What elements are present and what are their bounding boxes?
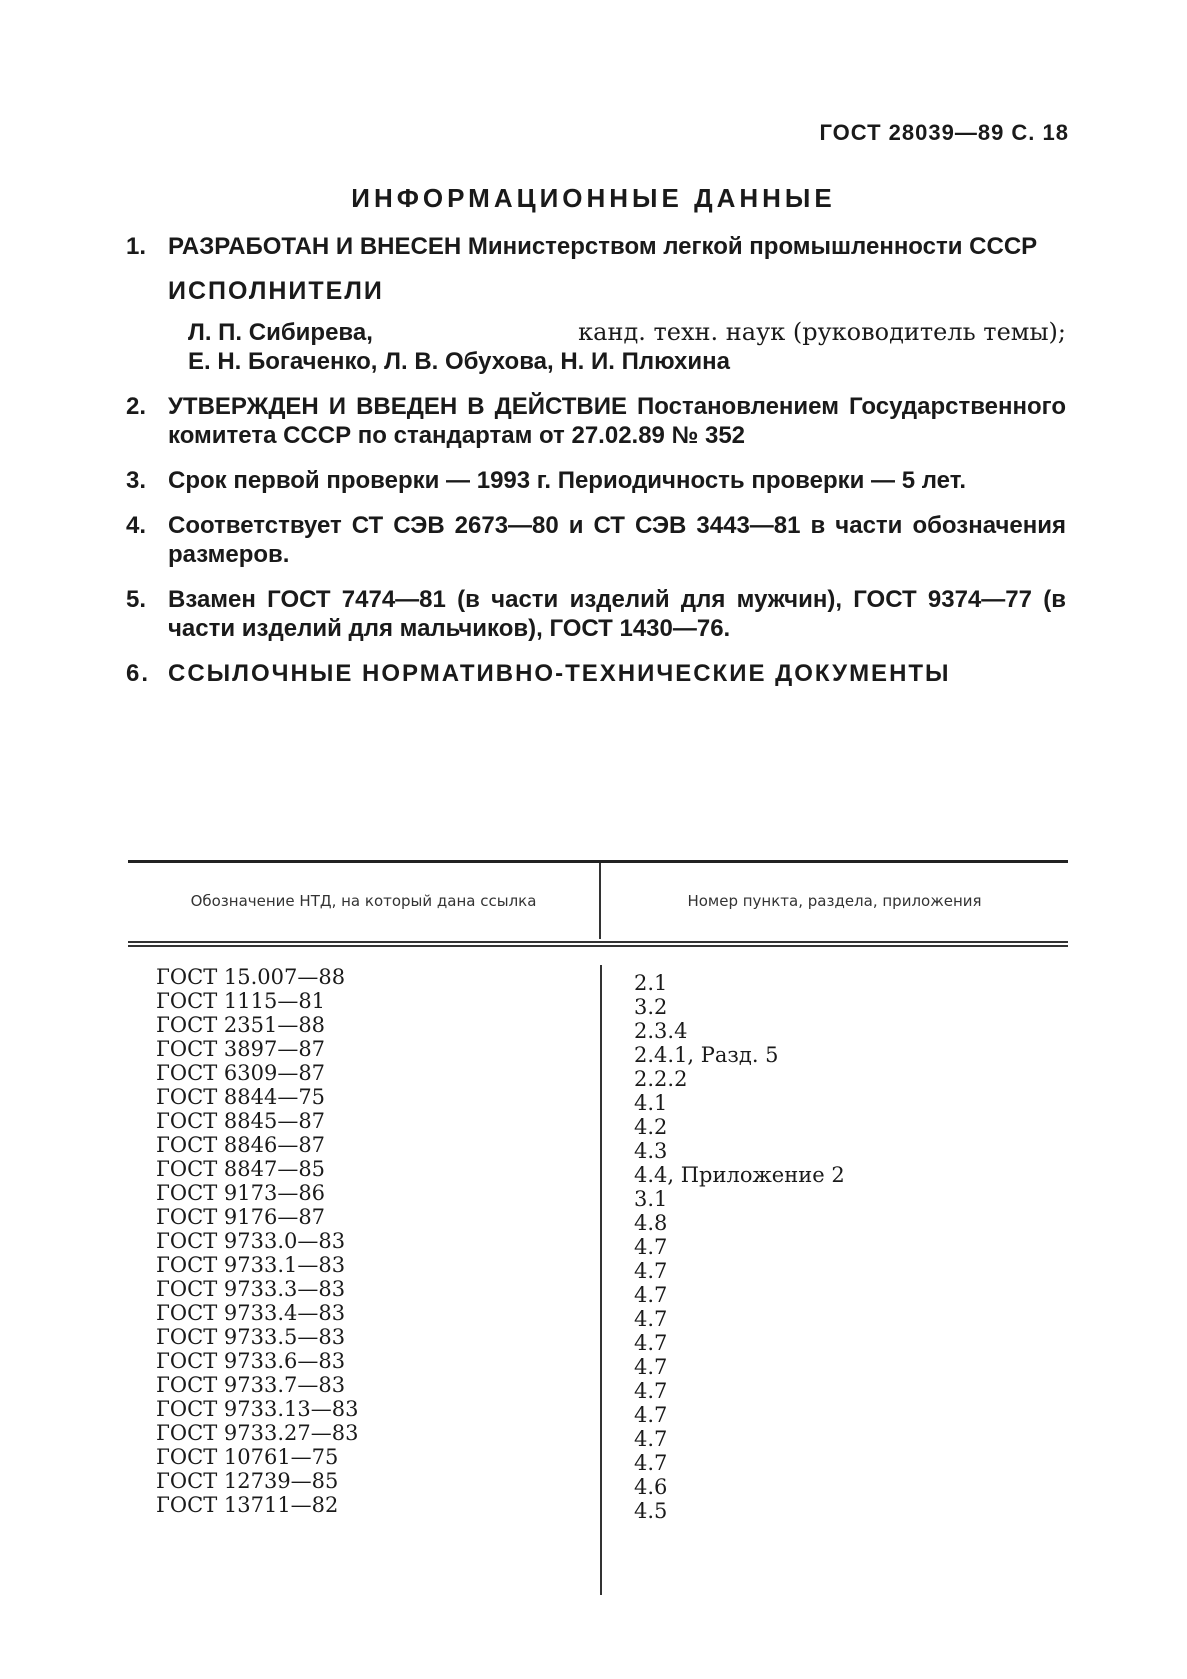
table-cell-ntd: ГОСТ 15.007—88 bbox=[156, 965, 346, 989]
info-item-3 bbox=[126, 466, 1066, 495]
info-item-1 bbox=[126, 232, 1066, 261]
table-header bbox=[128, 863, 1068, 939]
item-number: 6. bbox=[126, 660, 151, 687]
item-text: Взамен ГОСТ 7474—81 (в части изделий для мужчин), ГОСТ 9374—77 (в части изделий для мальчиков), ГОСТ 1430—76. bbox=[168, 586, 1066, 642]
table-cell-reference: 4.4, Приложение 2 bbox=[634, 1163, 845, 1187]
table-cell-ntd: ГОСТ 9733.3—83 bbox=[156, 1277, 346, 1301]
table-cell-ntd: ГОСТ 13711—82 bbox=[156, 1493, 339, 1517]
table-cell-ntd: ГОСТ 9733.27—83 bbox=[156, 1421, 359, 1445]
table-cell-ntd: ГОСТ 8845—87 bbox=[156, 1109, 326, 1133]
executors-line-2: Е. Н. Богаченко, Л. В. Обухова, Н. И. Плюхина bbox=[188, 348, 730, 375]
table-cell-ntd: ГОСТ 1115—81 bbox=[156, 989, 326, 1013]
table-cell-reference: 4.7 bbox=[634, 1331, 668, 1355]
table-cell-ntd: ГОСТ 9733.7—83 bbox=[156, 1373, 346, 1397]
info-item-6 bbox=[126, 659, 1066, 688]
table-cell-reference: 4.6 bbox=[634, 1475, 668, 1499]
table-cell-ntd: ГОСТ 9733.13—83 bbox=[156, 1397, 359, 1421]
item-text: Срок первой проверки — 1993 г. Периодичность проверки — 5 лет. bbox=[168, 467, 966, 494]
table-cell-ntd: ГОСТ 12739—85 bbox=[156, 1469, 339, 1493]
table-cell-reference: 2.2.2 bbox=[634, 1067, 688, 1091]
standard-reference-header: ГОСТ 28039—89 С. 18 bbox=[819, 120, 1069, 145]
item-text: ССЫЛОЧНЫЕ НОРМАТИВНО-ТЕХНИЧЕСКИЕ ДОКУМЕНТЫ bbox=[168, 660, 951, 687]
table-cell-ntd: ГОСТ 9733.6—83 bbox=[156, 1349, 346, 1373]
executors-list bbox=[188, 318, 1066, 376]
info-item-4 bbox=[126, 511, 1066, 569]
table-cell-ntd: ГОСТ 9176—87 bbox=[156, 1205, 326, 1229]
column-header-ntd: Обозначение НТД, на который дана ссылка bbox=[190, 891, 537, 910]
table-cell-reference: 4.7 bbox=[634, 1427, 668, 1451]
table-cell-ntd: ГОСТ 9733.4—83 bbox=[156, 1301, 346, 1325]
table-cell-ntd: ГОСТ 9173—86 bbox=[156, 1181, 326, 1205]
table-cell-reference: 2.3.4 bbox=[634, 1019, 688, 1043]
table-cell-ntd: ГОСТ 6309—87 bbox=[156, 1061, 326, 1085]
table-cell-reference: 4.7 bbox=[634, 1403, 668, 1427]
ntd-column bbox=[128, 965, 600, 1595]
table-cell-reference: 4.2 bbox=[634, 1115, 668, 1139]
table-body bbox=[128, 947, 1068, 1595]
item-number: 2. bbox=[126, 393, 147, 420]
table-cell-reference: 4.7 bbox=[634, 1355, 668, 1379]
item-text: УТВЕРЖДЕН И ВВЕДЕН В ДЕЙСТВИЕ Постановлением Государственного комитета СССР по стандартам от 27.02.89 № 352 bbox=[168, 393, 1066, 449]
item-number: 5. bbox=[126, 586, 147, 613]
table-cell-reference: 4.3 bbox=[634, 1139, 668, 1163]
table-cell-ntd: ГОСТ 10761—75 bbox=[156, 1445, 339, 1469]
table-cell-ntd: ГОСТ 9733.0—83 bbox=[156, 1229, 346, 1253]
executor-lead-title: канд. техн. наук (руководитель темы); bbox=[578, 318, 1066, 346]
table-cell-reference: 4.7 bbox=[634, 1283, 668, 1307]
table-cell-ntd: ГОСТ 8844—75 bbox=[156, 1085, 326, 1109]
table-cell-ntd: ГОСТ 8846—87 bbox=[156, 1133, 326, 1157]
table-cell-reference: 4.7 bbox=[634, 1259, 668, 1283]
info-items bbox=[126, 232, 1066, 704]
table-cell-reference: 3.1 bbox=[634, 1187, 668, 1211]
item-text: Соответствует СТ СЭВ 2673—80 и СТ СЭВ 3443—81 в части обозначения размеров. bbox=[168, 512, 1066, 568]
table-cell-ntd: ГОСТ 2351—88 bbox=[156, 1013, 326, 1037]
table-cell-ntd: ГОСТ 8847—85 bbox=[156, 1157, 326, 1181]
info-item-2 bbox=[126, 392, 1066, 450]
table-cell-reference: 4.7 bbox=[634, 1379, 668, 1403]
item-number: 4. bbox=[126, 512, 147, 539]
table-cell-ntd: ГОСТ 9733.1—83 bbox=[156, 1253, 346, 1277]
table-cell-reference: 2.4.1, Разд. 5 bbox=[634, 1043, 779, 1067]
table-cell-reference: 4.7 bbox=[634, 1235, 668, 1259]
executors-heading: ИСПОЛНИТЕЛИ bbox=[168, 277, 384, 305]
table-cell-ntd: ГОСТ 9733.5—83 bbox=[156, 1325, 346, 1349]
table-cell-ntd: ГОСТ 3897—87 bbox=[156, 1037, 326, 1061]
reference-column bbox=[600, 965, 1068, 1595]
item-number: 1. bbox=[126, 233, 147, 260]
executor-lead: Л. П. Сибирева, bbox=[188, 319, 373, 346]
table-cell-reference: 4.8 bbox=[634, 1211, 668, 1235]
page-title: ИНФОРМАЦИОННЫЕ ДАННЫЕ bbox=[351, 183, 836, 213]
table-cell-reference: 3.2 bbox=[634, 995, 668, 1019]
references-table bbox=[128, 860, 1068, 1595]
table-cell-reference: 4.5 bbox=[634, 1499, 668, 1523]
column-header-reference: Номер пункта, раздела, приложения bbox=[599, 863, 1068, 939]
table-cell-reference: 4.7 bbox=[634, 1307, 668, 1331]
info-item-5 bbox=[126, 585, 1066, 643]
table-cell-reference: 4.1 bbox=[634, 1091, 668, 1115]
table-cell-reference: 4.7 bbox=[634, 1451, 668, 1475]
executors-line-1 bbox=[188, 318, 1066, 347]
table-header-rule bbox=[128, 941, 1068, 943]
table-cell-reference: 2.1 bbox=[634, 971, 668, 995]
item-number: 3. bbox=[126, 467, 147, 494]
item-text: РАЗРАБОТАН И ВНЕСЕН Министерством легкой промышленности СССР bbox=[168, 233, 1038, 260]
